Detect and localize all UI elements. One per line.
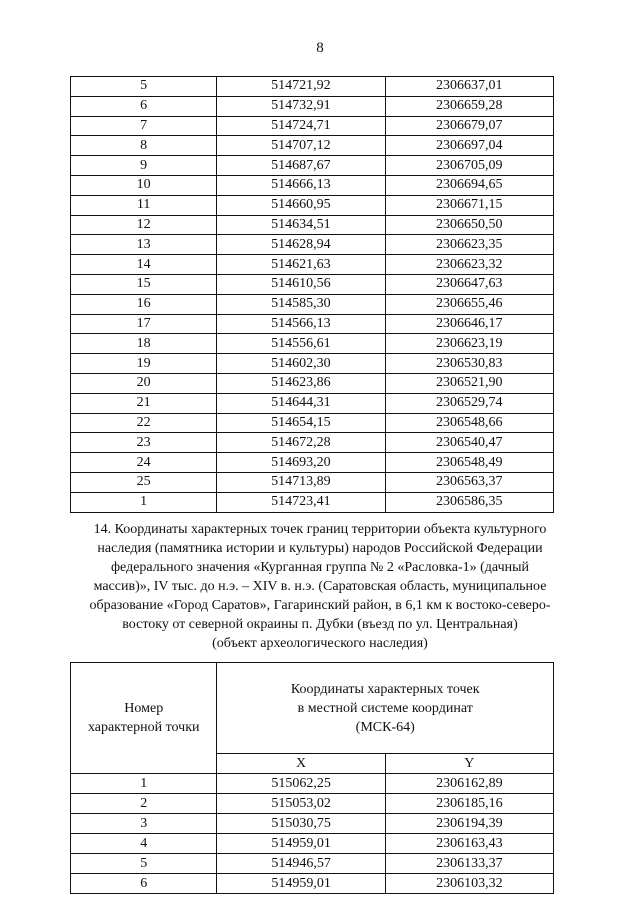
x-coordinate-cell: 514693,20 [217, 453, 385, 473]
table-row [71, 413, 554, 433]
header-point-number [71, 663, 217, 774]
x-coordinate-cell: 514660,95 [217, 195, 385, 215]
table-row [71, 453, 554, 473]
x-coordinate-cell: 514654,15 [217, 413, 385, 433]
page-number: 8 [316, 40, 324, 56]
coordinates-table-continued [70, 76, 554, 513]
point-number-cell: 5 [71, 77, 217, 97]
y-coordinate-cell: 2306162,89 [385, 774, 553, 794]
table-row [71, 255, 554, 275]
point-number-cell: 2 [71, 794, 217, 814]
x-coordinate-cell: 514666,13 [217, 175, 385, 195]
point-number-cell: 1 [71, 774, 217, 794]
y-coordinate-cell: 2306646,17 [385, 314, 553, 334]
y-coordinate-cell: 2306133,37 [385, 854, 553, 874]
y-coordinate-cell: 2306679,07 [385, 116, 553, 136]
x-coordinate-cell: 514723,41 [217, 492, 385, 512]
y-coordinate-cell: 2306650,50 [385, 215, 553, 235]
coordinates-table [70, 662, 554, 894]
table-row [71, 96, 554, 116]
x-coordinate-cell: 514634,51 [217, 215, 385, 235]
point-number-cell: 7 [71, 116, 217, 136]
y-coordinate-cell: 2306563,37 [385, 472, 553, 492]
point-number-cell: 21 [71, 393, 217, 413]
point-number-cell: 6 [71, 96, 217, 116]
y-coordinate-cell: 2306163,43 [385, 834, 553, 854]
x-coordinate-cell: 514628,94 [217, 235, 385, 255]
heading-line: 14. Координаты характерных точек границ территории объекта культурного [93, 522, 547, 537]
table-row [71, 834, 554, 854]
y-coordinate-cell: 2306671,15 [385, 195, 553, 215]
x-coordinate-cell: 514623,86 [217, 373, 385, 393]
table-row [71, 433, 554, 453]
point-number-cell: 5 [71, 854, 217, 874]
y-coordinate-cell: 2306694,65 [385, 175, 553, 195]
point-number-cell: 6 [71, 874, 217, 894]
point-number-cell: 14 [71, 255, 217, 275]
table-row [71, 116, 554, 136]
section-heading [70, 520, 570, 653]
header-x: X [217, 754, 385, 774]
point-number-cell: 12 [71, 215, 217, 235]
header-text: характерной точки [87, 720, 200, 735]
x-coordinate-cell: 514721,92 [217, 77, 385, 97]
y-coordinate-cell: 2306623,32 [385, 255, 553, 275]
x-coordinate-cell: 514946,57 [217, 854, 385, 874]
table-row [71, 156, 554, 176]
x-coordinate-cell: 514556,61 [217, 334, 385, 354]
point-number-cell: 24 [71, 453, 217, 473]
x-coordinate-cell: 514713,89 [217, 472, 385, 492]
table-row [71, 492, 554, 512]
table-row [71, 794, 554, 814]
heading-line: (объект археологического наследия) [212, 636, 428, 651]
table-row [71, 195, 554, 215]
table-row [71, 814, 554, 834]
table-row [71, 175, 554, 195]
table-row [71, 77, 554, 97]
y-coordinate-cell: 2306647,63 [385, 274, 553, 294]
x-coordinate-cell: 514585,30 [217, 294, 385, 314]
header-text: в местной системе координат [297, 700, 473, 716]
y-coordinate-cell: 2306540,47 [385, 433, 553, 453]
point-number-cell: 13 [71, 235, 217, 255]
header-coordinates [217, 663, 554, 754]
y-coordinate-cell: 2306185,16 [385, 794, 553, 814]
point-number-cell: 1 [71, 492, 217, 512]
x-coordinate-cell: 514732,91 [217, 96, 385, 116]
y-coordinate-cell: 2306103,32 [385, 874, 553, 894]
point-number-cell: 15 [71, 274, 217, 294]
x-coordinate-cell: 514959,01 [217, 834, 385, 854]
table-row [71, 274, 554, 294]
header-text: (МСК-64) [355, 719, 415, 735]
heading-line: массив)», IV тыс. до н.э. – XIV в. н.э. (Саратовская область, муниципальное [93, 579, 547, 594]
header-text: Координаты характерных точек [290, 681, 480, 697]
table-row [71, 354, 554, 374]
y-coordinate-cell: 2306637,01 [385, 77, 553, 97]
y-coordinate-cell: 2306697,04 [385, 136, 553, 156]
y-coordinate-cell: 2306529,74 [385, 393, 553, 413]
x-coordinate-cell: 515062,25 [217, 774, 385, 794]
table-row [71, 294, 554, 314]
x-coordinate-cell: 514602,30 [217, 354, 385, 374]
x-coordinate-cell: 514610,56 [217, 274, 385, 294]
point-number-cell: 25 [71, 472, 217, 492]
x-coordinate-cell: 514707,12 [217, 136, 385, 156]
x-coordinate-cell: 514566,13 [217, 314, 385, 334]
heading-line: образование «Город Саратов», Гагаринский район, в 6,1 км к востоко-северо- [89, 598, 551, 613]
x-coordinate-cell: 515030,75 [217, 814, 385, 834]
table-row [71, 215, 554, 235]
table-row [71, 393, 554, 413]
table-row [71, 774, 554, 794]
header-y: Y [385, 754, 553, 774]
y-coordinate-cell: 2306623,35 [385, 235, 553, 255]
point-number-cell: 8 [71, 136, 217, 156]
point-number-cell: 4 [71, 834, 217, 854]
table-row [71, 874, 554, 894]
point-number-cell: 11 [71, 195, 217, 215]
heading-line: наследия (памятника истории и культуры) народов Российской Федерации [97, 541, 543, 556]
point-number-cell: 3 [71, 814, 217, 834]
x-coordinate-cell: 515053,02 [217, 794, 385, 814]
point-number-cell: 23 [71, 433, 217, 453]
point-number-cell: 19 [71, 354, 217, 374]
y-coordinate-cell: 2306655,46 [385, 294, 553, 314]
x-coordinate-cell: 514672,28 [217, 433, 385, 453]
table-row [71, 334, 554, 354]
table-row [71, 472, 554, 492]
y-coordinate-cell: 2306548,49 [385, 453, 553, 473]
point-number-cell: 18 [71, 334, 217, 354]
table-row [71, 136, 554, 156]
y-coordinate-cell: 2306194,39 [385, 814, 553, 834]
x-coordinate-cell: 514621,63 [217, 255, 385, 275]
y-coordinate-cell: 2306548,66 [385, 413, 553, 433]
y-coordinate-cell: 2306705,09 [385, 156, 553, 176]
point-number-cell: 16 [71, 294, 217, 314]
x-coordinate-cell: 514724,71 [217, 116, 385, 136]
table-row [71, 854, 554, 874]
heading-line: федерального значения «Курганная группа № 2 «Расловка-1» (дачный [110, 560, 530, 575]
heading-line: востоку от северной окраины п. Дубки (въезд по ул. Центральная) [122, 617, 518, 632]
y-coordinate-cell: 2306521,90 [385, 373, 553, 393]
y-coordinate-cell: 2306586,35 [385, 492, 553, 512]
point-number-cell: 20 [71, 373, 217, 393]
point-number-cell: 17 [71, 314, 217, 334]
y-coordinate-cell: 2306530,83 [385, 354, 553, 374]
table-row [71, 235, 554, 255]
table-row [71, 314, 554, 334]
point-number-cell: 9 [71, 156, 217, 176]
x-coordinate-cell: 514644,31 [217, 393, 385, 413]
point-number-cell: 10 [71, 175, 217, 195]
header-text: Номер [124, 701, 164, 716]
table-row [71, 373, 554, 393]
point-number-cell: 22 [71, 413, 217, 433]
y-coordinate-cell: 2306659,28 [385, 96, 553, 116]
y-coordinate-cell: 2306623,19 [385, 334, 553, 354]
x-coordinate-cell: 514959,01 [217, 874, 385, 894]
x-coordinate-cell: 514687,67 [217, 156, 385, 176]
